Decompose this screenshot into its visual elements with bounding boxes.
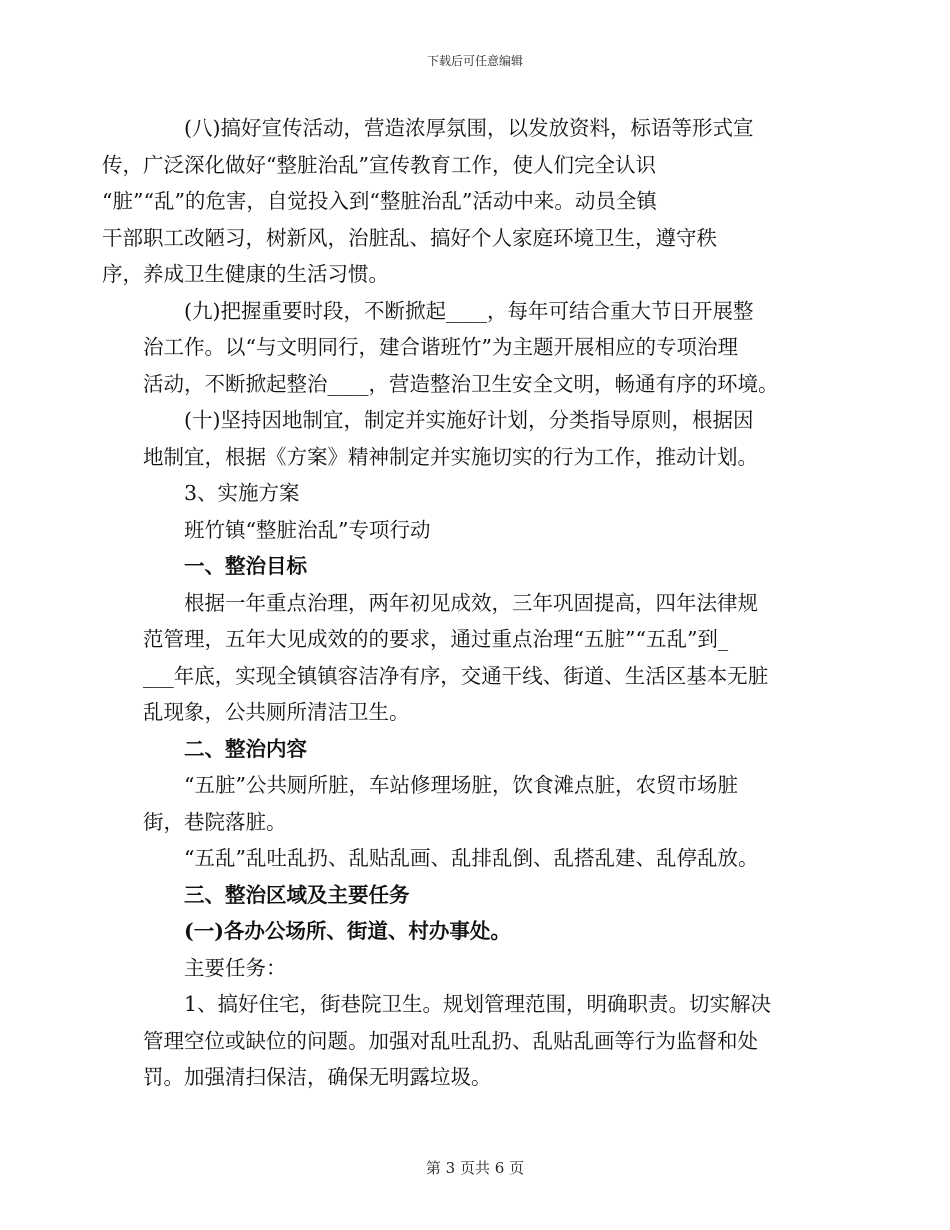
paragraph-local-conditions (143, 402, 808, 475)
text-line: (一)各办公场所、街道、村办事处。 (184, 919, 511, 943)
document-body (102, 110, 808, 1096)
text-line: 管理空位或缺位的问题。加强对乱吐乱扔、乱贴乱画等行为监督和处 (143, 1028, 758, 1053)
text-line: 三、整治区域及主要任务 (184, 882, 410, 907)
heading-areas-tasks (143, 877, 808, 914)
text-line: ___年底，实现全镇镇容洁净有序，交通干线、街道、生活区基本无脏 (143, 663, 769, 688)
paragraph-goals (143, 585, 808, 731)
subheading-offices (143, 913, 808, 950)
section-implementation-plan (143, 475, 808, 512)
text-line: 主要任务： (184, 955, 287, 980)
text-line: 传，广泛深化做好“整脏治乱”宣传教育工作，使人们完全认识 (102, 152, 656, 177)
text-line: (八)搞好宣传活动，营造浓厚氛围，以发放资料，标语等形式宣 (184, 116, 754, 140)
text-line: “五乱”乱吐乱扔、乱贴乱画、乱排乱倒、乱搭乱建、乱停乱放。 (184, 846, 759, 870)
paragraph-task-1 (143, 986, 808, 1096)
text-line: 二、整治内容 (184, 736, 307, 761)
text-line: 乱现象，公共厕所清洁卫生。 (143, 700, 410, 724)
text-line: 干部职工改陋习，树新风，治脏乱、搞好个人家庭环境卫生，遵守秩 (102, 225, 717, 250)
heading-content (143, 731, 808, 768)
text-line: 范管理，五年大见成效的的要求，通过重点治理“五脏”“五乱”到_ (143, 627, 729, 651)
text-line: (十)坚持因地制宜，制定并实施好计划，分类指导原则，根据因 (184, 408, 754, 432)
text-line: 街，巷院落脏。 (143, 809, 287, 834)
text-line: 罚。加强清扫保洁，确保无明露垃圾。 (143, 1065, 492, 1089)
text-line: 序，养成卫生健康的生活习惯。 (102, 262, 389, 286)
text-line: 根据一年重点治理，两年初见成效，三年巩固提高，四年法律规 (184, 590, 758, 615)
paragraph-five-dirty (143, 767, 808, 840)
text-line: 班竹镇“整脏治乱”专项行动 (184, 517, 431, 542)
text-line: (九)把握重要时段，不断掀起____，每年可结合重大节日开展整 (184, 298, 754, 323)
text-line: 一、整治目标 (184, 554, 307, 578)
text-line: “脏”“乱”的危害，自觉投入到“整脏治乱”活动中来。动员全镇 (102, 189, 657, 213)
text-line: 1、搞好住宅，街巷院卫生。规划管理范围，明确职责。切实解决 (184, 992, 772, 1016)
page-header: 下载后可任意编辑 (426, 54, 523, 68)
paragraph-key-periods (143, 293, 808, 403)
document-title (143, 512, 808, 549)
text-line: 地制宜，根据《方案》精神制定并实施切实的行为工作，推动计划。 (143, 444, 758, 469)
label-main-tasks (143, 950, 808, 987)
paragraph-publicity (102, 110, 808, 293)
heading-goals (143, 548, 808, 585)
text-line: 活动，不断掀起整治____，营造整治卫生安全文明，畅通有序的环境。 (143, 371, 779, 396)
page-footer: 第 3 页共 6 页 (425, 1159, 525, 1177)
text-line: 3、实施方案 (184, 481, 300, 505)
text-line: 治工作。以“与文明同行，建合谐班竹”为主题开展相应的专项治理 (143, 335, 738, 359)
paragraph-five-chaos (143, 840, 808, 877)
text-line: “五脏”公共厕所脏，车站修理场脏，饮食滩点脏，农贸市场脏 (184, 773, 738, 797)
